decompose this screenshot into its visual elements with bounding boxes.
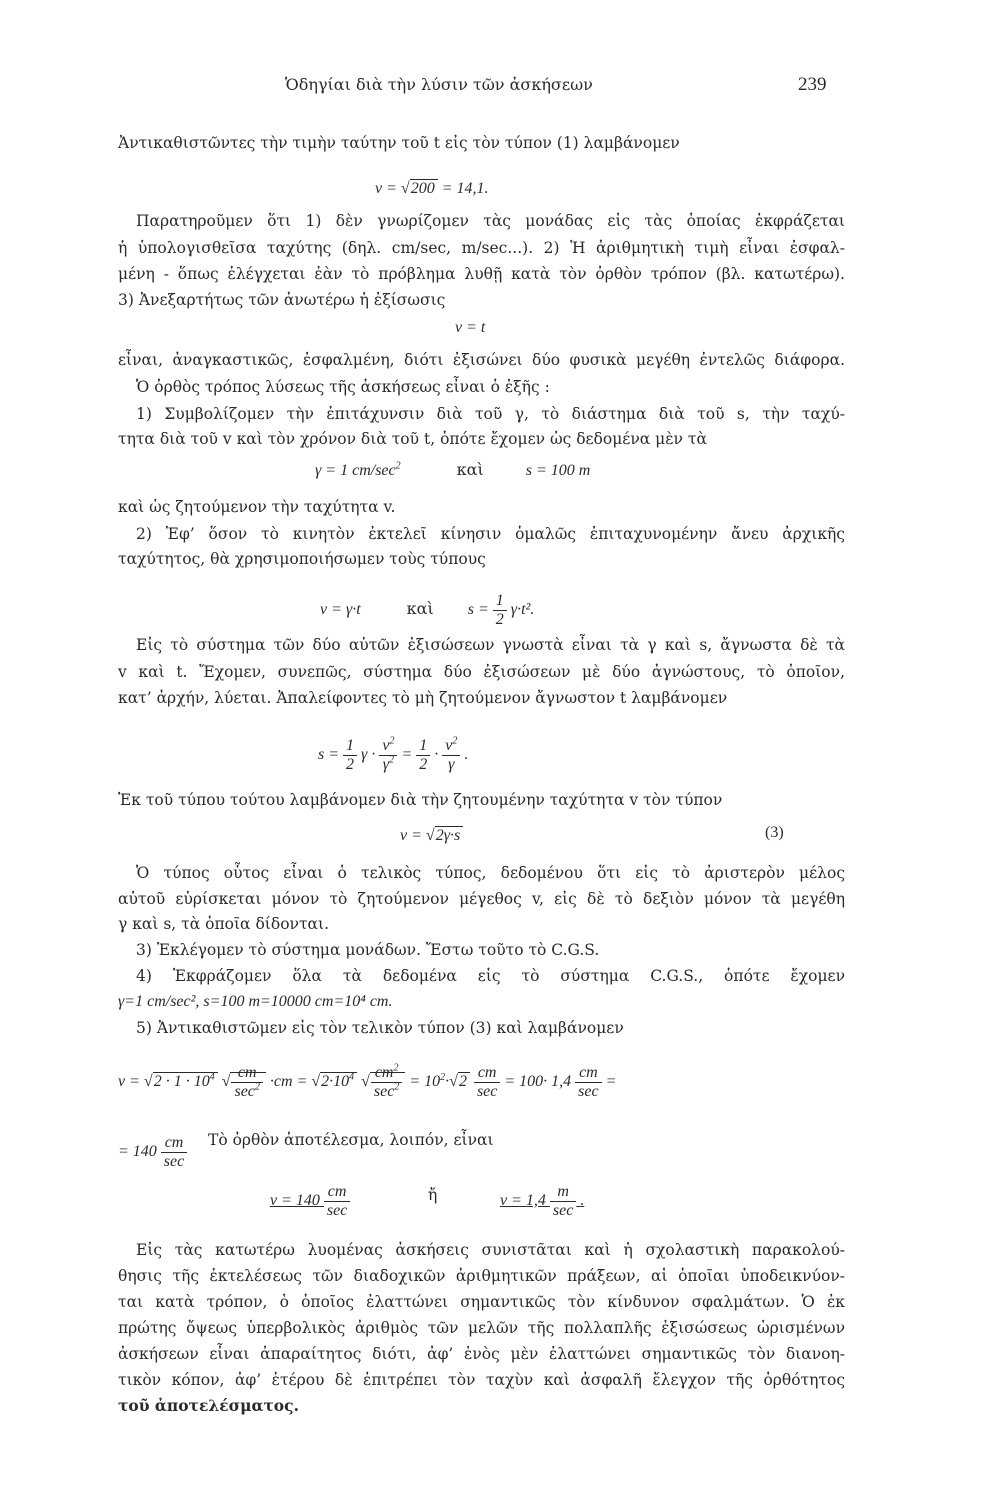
text-line: Παρατηροῦμεν ὅτι 1) δὲν γνωρίζομεν τὰς μονάδας εἰς τὰς ὁποίας ἐκφράζεται bbox=[136, 212, 845, 230]
text-line: τικὸν κόπον, ἀφ’ ἑτέρου δὲ ἐπιτρέπει τὸν ταχὺν καὶ ἀσφαλῆ ἔλεγχον τῆς ὀρθότητος bbox=[118, 1371, 845, 1389]
equation-v-sqrt200: v = √200 = 14,1. bbox=[375, 180, 489, 197]
equation-v-eq-t: v = t bbox=[455, 319, 486, 336]
text-line: ἡ ὑπολογισθεῖσα ταχύτης (δηλ. cm/sec, m/sec...). 2) Ἡ ἀριθμητικὴ τιμὴ εἶναι ἐσφαλ- bbox=[118, 239, 845, 257]
text-line: 5) Ἀντικαθιστῶμεν εἰς τὸν τελικὸν τύπον (3) καὶ λαμβάνομεν bbox=[136, 1019, 624, 1037]
text-line: εἶναι, ἀναγκαστικῶς, ἐσφαλμένη, διότι ἐξισώνει δύο φυσικὰ μεγέθη ἐντελῶς διάφορα. bbox=[118, 351, 845, 369]
text-line: πρώτης ὄψεως ὑπερβολικὸς ἀριθμὸς τῶν μελῶν τῆς πολλαπλῆς ἐξισώσεως ὡρισμένων bbox=[118, 1319, 845, 1337]
text-line: Εἰς τὰς κατωτέρω λυομένας ἀσκήσεις συνιστᾶται καὶ ἡ σχολαστικὴ παρακολού- bbox=[136, 1241, 845, 1259]
text-line: Τὸ ὀρθὸν ἀποτέλεσμα, λοιπόν, εἶναι bbox=[208, 1131, 494, 1149]
text-line: θησις τῆς ἐκτελέσεως τῶν διαδοχικῶν ἀριθμητικῶν πράξεων, αἱ ὁποῖαι ὑποδεικνύον- bbox=[118, 1267, 845, 1285]
text-line: κατ’ ἀρχήν, λύεται. Ἀπαλείφοντες τὸ μὴ ζητούμενον ἄγνωστον t λαμβάνομεν bbox=[118, 689, 728, 707]
result-cm-per-sec: v = 140 $\frac{cm}{\sec}$ bbox=[270, 1183, 350, 1220]
equation-substitution: $v = √2 \cdot 1 \cdot 10^4$ √ $\frac{cm}{\sec^2}$ $\cdot cm = √2\cdot 10^4$ √ $\frac{cm^2}{\sec^2}$ = $10^2\cdot√2$ $\frac{cm}{\sec}$ = 100· 1,4 $\frac{cm}{\sec}$ = bbox=[118, 1062, 617, 1100]
page-number: 239 bbox=[798, 74, 827, 95]
text-line: τητα διὰ τοῦ v καὶ τὸν χρόνον διὰ τοῦ t, ὁπότε ἔχομεν ὡς δεδομένα μὲν τὰ bbox=[118, 430, 707, 448]
text-line: Ὁ ὀρθὸς τρόπος λύσεως τῆς ἀσκήσεως εἶναι ὁ ἑξῆς : bbox=[136, 378, 550, 396]
text-line: 3) Ἐκλέγομεν τὸ σύστημα μονάδων. Ἔστω τοῦτο τὸ C.G.S. bbox=[136, 941, 600, 959]
text-line: 3) Ἀνεξαρτήτως τῶν ἀνωτέρω ἡ ἐξίσωσις bbox=[118, 291, 446, 309]
text-line: v καὶ t. Ἔχομεν, συνεπῶς, σύστημα δύο ἐξισώσεων μὲ δύο ἀγνώστους, τὸ ὁποῖον, bbox=[118, 663, 845, 681]
text-line: Ἐκ τοῦ τύπου τούτου λαμβάνομεν διὰ τὴν ζητουμένην ταχύτητα v τὸν τύπον bbox=[118, 791, 723, 809]
text-line: Ὁ τύπος οὗτος εἶναι ὁ τελικὸς τύπος, δεδομένου ὅτι εἰς τὸ ἀριστερὸν μέλος bbox=[136, 864, 845, 882]
text-line: 1) Συμβολίζομεν τὴν ἐπιτάχυνσιν διὰ τοῦ γ, τὸ διάστημα διὰ τοῦ s, τὴν ταχύ- bbox=[136, 405, 845, 423]
result-m-per-sec: v = 1,4 $\frac{m}{\sec}$ . bbox=[500, 1183, 585, 1219]
running-header: Ὁδηγίαι διὰ τὴν λύσιν τῶν ἀσκήσεων bbox=[285, 75, 593, 94]
equation-final-formula: v = √2γ·s bbox=[400, 826, 463, 846]
text-line: ἀσκήσεων εἶναι ἀπαραίτητος διότι, ἀφ’ ἑνὸς μὲν ἐλαττώνει σημαντικῶς τὸν διανοη- bbox=[118, 1345, 845, 1363]
equation-given-cgs: γ=1 cm/sec², s=100 m=10000 cm=10⁴ cm. bbox=[118, 993, 393, 1010]
text-line: μένη - ὅπως ἐλέγχεται ἐὰν τὸ πρόβλημα λυθῇ κατὰ τὸν ὀρθὸν τρόπον (βλ. κατωτέρω). bbox=[118, 265, 845, 283]
equation-number: (3) bbox=[765, 824, 784, 841]
text-line: τοῦ ἀποτελέσματος. bbox=[118, 1396, 299, 1415]
text-line: 2) Ἐφ’ ὅσον τὸ κινητὸν ἐκτελεῖ κίνησιν ὁμαλῶς ἐπιταχυνομένην ἄνευ ἀρχικῆς bbox=[136, 525, 845, 543]
or-word: ἤ bbox=[428, 1186, 438, 1204]
text-line: Εἰς τὸ σύστημα τῶν δύο αὐτῶν ἐξισώσεων γνωστὰ εἶναι τὰ γ καὶ s, ἄγνωστα δὲ τὰ bbox=[136, 636, 845, 654]
text-line: 4) Ἐκφράζομεν ὅλα τὰ δεδομένα εἰς τὸ σύστημα C.G.S., ὁπότε ἔχομεν bbox=[136, 967, 845, 985]
text-line: ταχύτητος, θὰ χρησιμοποιήσωμεν τοὺς τύπους bbox=[118, 550, 486, 568]
text-line: Ἀντικαθιστῶντες τὴν τιμὴν ταύτην τοῦ t εἰς τὸν τύπον (1) λαμβάνομεν bbox=[118, 134, 680, 152]
equation-given: γ = 1 $cm/\sec^2$ καὶ s = 100 m bbox=[315, 460, 591, 479]
equation-s-elimination: s = $\frac{1}{2}$ γ · $\frac{v^2}{\gamma^2}$ = $\frac{1}{2}$ · $\frac{v^2}{\gamma}$ . bbox=[318, 735, 469, 773]
text-line: ται κατὰ τρόπον, ὁ ὁποῖος ἐλαττώνει σημαντικῶς τὸν κίνδυνον σφαλμάτων. Ὁ ἐκ bbox=[118, 1293, 845, 1311]
equation-result-lead: = 140 $\frac{cm}{\sec}$ bbox=[118, 1134, 187, 1171]
text-line: καὶ ὡς ζητούμενον τὴν ταχύτητα v. bbox=[118, 498, 396, 516]
equation-kinematics: v = γ·t καὶ s = $\frac{1}{2}$ γ·t². bbox=[320, 592, 535, 628]
text-line: γ καὶ s, τὰ ὁποῖα δίδονται. bbox=[118, 915, 329, 933]
text-line: αὐτοῦ εὑρίσκεται μόνον τὸ ζητούμενον μέγεθος v, εἰς δὲ τὸ δεξιὸν μόνον τὰ μεγέθη bbox=[118, 890, 845, 908]
